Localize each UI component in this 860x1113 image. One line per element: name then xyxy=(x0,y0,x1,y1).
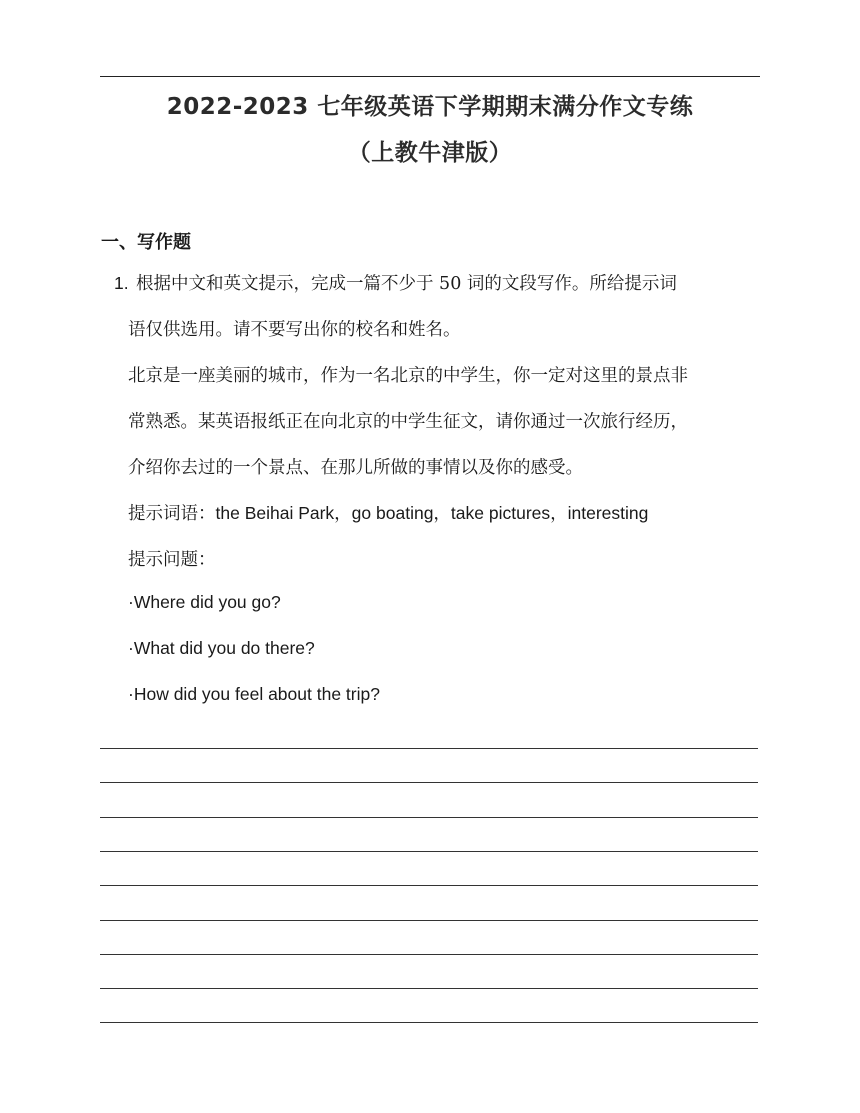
question-context-line1: 北京是一座美丽的城市，作为一名北京的中学生，你一定对这里的景点非 xyxy=(128,366,688,386)
question-number: 1. xyxy=(114,273,129,293)
question-prompt-line1: 根据中文和英文提示，完成一篇不少于 50 词的文段写作。所给提示词 xyxy=(136,274,677,294)
answer-line[interactable] xyxy=(100,851,758,852)
answer-line[interactable] xyxy=(100,885,758,886)
question-context-line2: 常熟悉。某英语报纸正在向北京的中学生征文，请你通过一次旅行经历， xyxy=(128,412,688,432)
answer-line[interactable] xyxy=(100,954,758,955)
page-title-line1: 2022-2023 七年级英语下学期期末满分作文专练 xyxy=(166,94,694,120)
answer-line[interactable] xyxy=(100,920,758,921)
hint-words: the Beihai Park，go boating，take pictures，interesting xyxy=(215,503,649,523)
question-line-1 xyxy=(114,270,677,295)
hint-question-1: ·Where did you go? xyxy=(128,592,281,612)
hint-words-line xyxy=(128,500,648,525)
question-prompt-line2: 语仅供选用。请不要写出你的校名和姓名。 xyxy=(128,320,461,340)
answer-line[interactable] xyxy=(100,988,758,989)
hint-question-2: ·What did you do there? xyxy=(128,638,315,658)
answer-line[interactable] xyxy=(100,748,758,749)
question-context-line3: 介绍你去过的一个景点、在那儿所做的事情以及你的感受。 xyxy=(128,458,583,478)
answer-line[interactable] xyxy=(100,1022,758,1023)
answer-line[interactable] xyxy=(100,782,758,783)
header-rule xyxy=(100,76,760,77)
hint-question-3: ·How did you feel about the trip? xyxy=(128,684,380,704)
hint-questions-label: 提示问题： xyxy=(128,550,216,570)
hint-words-label: 提示词语： xyxy=(128,504,216,524)
section-heading: 一、写作题 xyxy=(101,232,191,253)
page-title-line2: （上教牛津版） xyxy=(347,140,513,166)
answer-line[interactable] xyxy=(100,817,758,818)
